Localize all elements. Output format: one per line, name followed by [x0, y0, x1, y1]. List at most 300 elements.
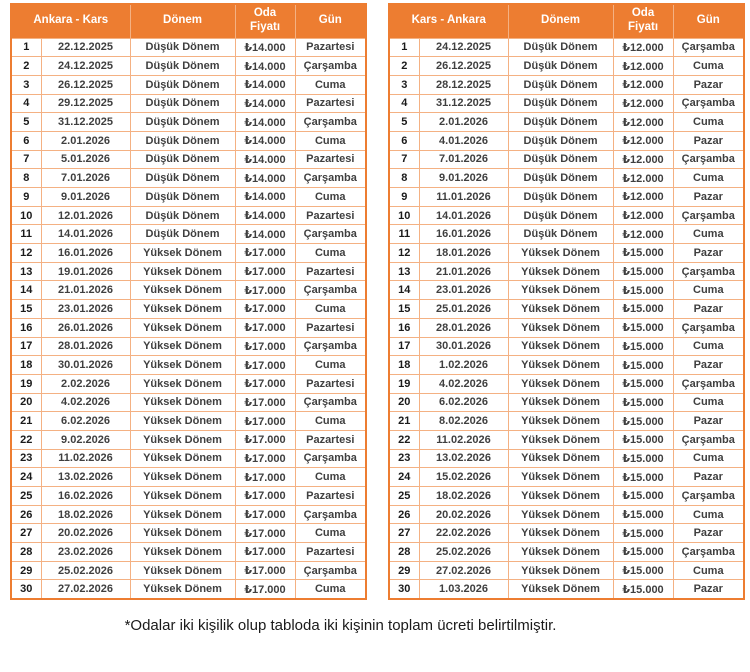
- table-row: [389, 393, 744, 412]
- cell-price: ₺12.000: [613, 75, 673, 94]
- price-column-header: Oda Fiyatı: [613, 4, 673, 38]
- cell-date: 4.01.2026: [419, 131, 508, 150]
- table-row: [11, 225, 366, 244]
- cell-price: ₺15.000: [613, 505, 673, 524]
- cell-date: 11.02.2026: [41, 449, 130, 468]
- cell-price: ₺12.000: [613, 94, 673, 113]
- table-row: [11, 262, 366, 281]
- cell-day: Çarşamba: [673, 430, 744, 449]
- table-row: [389, 561, 744, 580]
- cell-period: Yüksek Dönem: [508, 468, 613, 487]
- table-row: [11, 281, 366, 300]
- footnote: *Odalar iki kişilik olup tabloda iki kişinin toplam ücreti belirtilmiştir.: [124, 616, 557, 634]
- ankara-kars-table-body: [11, 38, 366, 599]
- cell-date: 28.01.2026: [41, 337, 130, 356]
- cell-date: 31.12.2025: [41, 113, 130, 132]
- cell-date: 18.02.2026: [419, 487, 508, 506]
- cell-num: 23: [389, 449, 419, 468]
- table-row: [11, 580, 366, 599]
- table-row: [11, 337, 366, 356]
- table-row: [389, 75, 744, 94]
- cell-num: 20: [389, 393, 419, 412]
- cell-num: 13: [11, 262, 41, 281]
- cell-price: ₺12.000: [613, 206, 673, 225]
- table-row: [11, 505, 366, 524]
- table-row: [11, 57, 366, 76]
- table-row: [389, 281, 744, 300]
- cell-day: Pazar: [673, 131, 744, 150]
- cell-day: Çarşamba: [295, 337, 366, 356]
- table-row: [11, 449, 366, 468]
- cell-day: Pazartesi: [295, 94, 366, 113]
- cell-period: Yüksek Dönem: [130, 318, 235, 337]
- cell-num: 2: [389, 57, 419, 76]
- cell-date: 27.02.2026: [41, 580, 130, 599]
- cell-day: Çarşamba: [673, 38, 744, 57]
- cell-num: 15: [11, 300, 41, 319]
- cell-period: Düşük Dönem: [130, 169, 235, 188]
- cell-price: ₺12.000: [613, 188, 673, 207]
- cell-date: 25.02.2026: [41, 561, 130, 580]
- cell-price: ₺14.000: [235, 188, 295, 207]
- cell-num: 4: [389, 94, 419, 113]
- cell-day: Pazartesi: [295, 38, 366, 57]
- table-row: [11, 169, 366, 188]
- cell-period: Düşük Dönem: [130, 188, 235, 207]
- cell-period: Yüksek Dönem: [130, 580, 235, 599]
- table-row: [389, 206, 744, 225]
- cell-price: ₺15.000: [613, 561, 673, 580]
- cell-date: 12.01.2026: [41, 206, 130, 225]
- cell-day: Pazar: [673, 244, 744, 263]
- cell-day: Cuma: [673, 169, 744, 188]
- table-row: [11, 318, 366, 337]
- cell-day: Çarşamba: [673, 206, 744, 225]
- cell-price: ₺14.000: [235, 75, 295, 94]
- cell-num: 19: [389, 374, 419, 393]
- cell-date: 16.01.2026: [41, 244, 130, 263]
- cell-period: Düşük Dönem: [130, 225, 235, 244]
- cell-num: 14: [11, 281, 41, 300]
- cell-price: ₺14.000: [235, 113, 295, 132]
- cell-date: 7.01.2026: [41, 169, 130, 188]
- cell-day: Cuma: [295, 244, 366, 263]
- cell-day: Pazartesi: [295, 262, 366, 281]
- cell-day: Pazartesi: [295, 150, 366, 169]
- cell-date: 28.12.2025: [419, 75, 508, 94]
- cell-date: 25.02.2026: [419, 543, 508, 562]
- cell-num: 8: [389, 169, 419, 188]
- table-row: [389, 262, 744, 281]
- table-row: [11, 412, 366, 431]
- cell-period: Düşük Dönem: [508, 131, 613, 150]
- cell-price: ₺17.000: [235, 543, 295, 562]
- cell-period: Yüksek Dönem: [130, 561, 235, 580]
- cell-price: ₺15.000: [613, 543, 673, 562]
- tables-row: [10, 3, 741, 600]
- table-row: [11, 374, 366, 393]
- cell-period: Düşük Dönem: [508, 169, 613, 188]
- cell-num: 13: [389, 262, 419, 281]
- cell-num: 21: [11, 412, 41, 431]
- cell-num: 5: [11, 113, 41, 132]
- table-row: [11, 524, 366, 543]
- table-row: [11, 75, 366, 94]
- table-row: [11, 543, 366, 562]
- cell-day: Çarşamba: [295, 57, 366, 76]
- cell-num: 24: [11, 468, 41, 487]
- cell-period: Düşük Dönem: [508, 188, 613, 207]
- cell-period: Düşük Dönem: [508, 206, 613, 225]
- cell-date: 22.02.2026: [419, 524, 508, 543]
- table-row: [11, 244, 366, 263]
- cell-num: 28: [11, 543, 41, 562]
- table-row: [389, 131, 744, 150]
- cell-day: Çarşamba: [673, 487, 744, 506]
- cell-day: Cuma: [673, 505, 744, 524]
- table-row: [389, 57, 744, 76]
- table-row: [389, 244, 744, 263]
- cell-period: Yüksek Dönem: [130, 487, 235, 506]
- cell-num: 1: [389, 38, 419, 57]
- cell-num: 29: [389, 561, 419, 580]
- table-row: [389, 94, 744, 113]
- cell-date: 25.01.2026: [419, 300, 508, 319]
- cell-price: ₺15.000: [613, 356, 673, 375]
- cell-day: Çarşamba: [673, 543, 744, 562]
- day-column-header: Gün: [673, 4, 744, 38]
- table-row: [11, 393, 366, 412]
- cell-day: Cuma: [295, 412, 366, 431]
- cell-day: Pazartesi: [295, 374, 366, 393]
- cell-num: 7: [11, 150, 41, 169]
- cell-day: Cuma: [673, 225, 744, 244]
- table-row: [389, 449, 744, 468]
- cell-date: 9.02.2026: [41, 430, 130, 449]
- table-row: [389, 300, 744, 319]
- cell-price: ₺17.000: [235, 430, 295, 449]
- cell-period: Yüksek Dönem: [508, 524, 613, 543]
- cell-price: ₺15.000: [613, 412, 673, 431]
- cell-num: 29: [11, 561, 41, 580]
- cell-day: Çarşamba: [295, 505, 366, 524]
- cell-price: ₺15.000: [613, 300, 673, 319]
- cell-period: Yüksek Dönem: [508, 262, 613, 281]
- cell-date: 11.02.2026: [419, 430, 508, 449]
- cell-day: Pazartesi: [295, 318, 366, 337]
- cell-date: 9.01.2026: [419, 169, 508, 188]
- table-row: [11, 487, 366, 506]
- cell-period: Düşük Dönem: [130, 206, 235, 225]
- cell-date: 2.01.2026: [419, 113, 508, 132]
- cell-day: Cuma: [295, 524, 366, 543]
- cell-period: Düşük Dönem: [130, 94, 235, 113]
- cell-price: ₺17.000: [235, 244, 295, 263]
- cell-period: Yüksek Dönem: [130, 244, 235, 263]
- cell-day: Pazar: [673, 580, 744, 599]
- cell-date: 2.01.2026: [41, 131, 130, 150]
- cell-date: 21.01.2026: [41, 281, 130, 300]
- cell-day: Çarşamba: [295, 393, 366, 412]
- table-row: [389, 430, 744, 449]
- cell-price: ₺12.000: [613, 150, 673, 169]
- table-row: [11, 131, 366, 150]
- table-row: [389, 169, 744, 188]
- cell-day: Cuma: [295, 580, 366, 599]
- cell-day: Pazar: [673, 300, 744, 319]
- cell-num: 7: [389, 150, 419, 169]
- cell-day: Pazar: [673, 188, 744, 207]
- cell-price: ₺14.000: [235, 225, 295, 244]
- table-row: [389, 225, 744, 244]
- cell-day: Pazar: [673, 468, 744, 487]
- cell-num: 28: [389, 543, 419, 562]
- cell-num: 21: [389, 412, 419, 431]
- table-row: [11, 561, 366, 580]
- cell-period: Yüksek Dönem: [130, 356, 235, 375]
- kars-ankara-table-body: [389, 38, 744, 599]
- cell-period: Yüksek Dönem: [508, 374, 613, 393]
- cell-num: 24: [389, 468, 419, 487]
- cell-num: 2: [11, 57, 41, 76]
- cell-num: 9: [11, 188, 41, 207]
- cell-date: 23.01.2026: [41, 300, 130, 319]
- table-row: [11, 300, 366, 319]
- kars-ankara-table-header: [389, 4, 744, 38]
- route-header: Ankara - Kars: [11, 4, 130, 38]
- table-row: [11, 356, 366, 375]
- cell-date: 1.03.2026: [419, 580, 508, 599]
- cell-period: Yüksek Dönem: [508, 543, 613, 562]
- cell-period: Düşük Dönem: [508, 150, 613, 169]
- cell-day: Pazar: [673, 75, 744, 94]
- cell-date: 26.12.2025: [419, 57, 508, 76]
- period-column-header: Dönem: [508, 4, 613, 38]
- cell-price: ₺12.000: [613, 131, 673, 150]
- cell-date: 26.12.2025: [41, 75, 130, 94]
- cell-num: 12: [389, 244, 419, 263]
- cell-date: 24.12.2025: [41, 57, 130, 76]
- table-row: [11, 150, 366, 169]
- cell-price: ₺17.000: [235, 505, 295, 524]
- cell-date: 23.01.2026: [419, 281, 508, 300]
- cell-price: ₺15.000: [613, 487, 673, 506]
- cell-num: 17: [11, 337, 41, 356]
- cell-num: 11: [11, 225, 41, 244]
- cell-num: 19: [11, 374, 41, 393]
- cell-num: 27: [11, 524, 41, 543]
- cell-day: Çarşamba: [673, 318, 744, 337]
- cell-date: 30.01.2026: [419, 337, 508, 356]
- cell-period: Yüksek Dönem: [508, 487, 613, 506]
- table-row: [389, 468, 744, 487]
- cell-num: 8: [11, 169, 41, 188]
- cell-period: Düşük Dönem: [508, 225, 613, 244]
- table-row: [389, 337, 744, 356]
- cell-price: ₺15.000: [613, 393, 673, 412]
- cell-period: Yüksek Dönem: [130, 505, 235, 524]
- cell-date: 14.01.2026: [419, 206, 508, 225]
- cell-period: Düşük Dönem: [130, 113, 235, 132]
- cell-price: ₺15.000: [613, 468, 673, 487]
- cell-day: Cuma: [673, 113, 744, 132]
- table-row: [389, 487, 744, 506]
- cell-date: 8.02.2026: [419, 412, 508, 431]
- cell-date: 4.02.2026: [41, 393, 130, 412]
- period-column-header: Dönem: [130, 4, 235, 38]
- cell-day: Cuma: [673, 561, 744, 580]
- cell-price: ₺14.000: [235, 150, 295, 169]
- cell-num: 30: [11, 580, 41, 599]
- cell-date: 23.02.2026: [41, 543, 130, 562]
- cell-period: Yüksek Dönem: [130, 543, 235, 562]
- cell-num: 16: [389, 318, 419, 337]
- cell-day: Pazartesi: [295, 430, 366, 449]
- cell-price: ₺14.000: [235, 38, 295, 57]
- cell-day: Pazartesi: [295, 206, 366, 225]
- cell-day: Cuma: [673, 393, 744, 412]
- cell-day: Pazartesi: [295, 487, 366, 506]
- cell-price: ₺14.000: [235, 94, 295, 113]
- table-row: [389, 505, 744, 524]
- cell-num: 6: [389, 131, 419, 150]
- cell-date: 13.02.2026: [419, 449, 508, 468]
- cell-period: Yüksek Dönem: [130, 300, 235, 319]
- cell-period: Düşük Dönem: [508, 75, 613, 94]
- cell-price: ₺15.000: [613, 262, 673, 281]
- cell-date: 21.01.2026: [419, 262, 508, 281]
- cell-num: 22: [11, 430, 41, 449]
- table-row: [389, 374, 744, 393]
- cell-day: Cuma: [673, 281, 744, 300]
- cell-day: Cuma: [295, 75, 366, 94]
- cell-price: ₺12.000: [613, 169, 673, 188]
- cell-price: ₺15.000: [613, 580, 673, 599]
- cell-num: 25: [11, 487, 41, 506]
- cell-date: 16.02.2026: [41, 487, 130, 506]
- cell-date: 29.12.2025: [41, 94, 130, 113]
- cell-price: ₺15.000: [613, 244, 673, 263]
- route-header: Kars - Ankara: [389, 4, 508, 38]
- table-row: [389, 150, 744, 169]
- table-row: [11, 113, 366, 132]
- cell-date: 6.02.2026: [41, 412, 130, 431]
- table-row: [389, 38, 744, 57]
- cell-price: ₺17.000: [235, 374, 295, 393]
- cell-period: Yüksek Dönem: [508, 449, 613, 468]
- cell-period: Yüksek Dönem: [508, 356, 613, 375]
- cell-num: 26: [389, 505, 419, 524]
- cell-num: 3: [389, 75, 419, 94]
- cell-period: Düşük Dönem: [130, 75, 235, 94]
- cell-period: Yüksek Dönem: [508, 318, 613, 337]
- cell-date: 6.02.2026: [419, 393, 508, 412]
- cell-day: Çarşamba: [295, 225, 366, 244]
- cell-period: Yüksek Dönem: [130, 468, 235, 487]
- cell-day: Çarşamba: [295, 561, 366, 580]
- cell-date: 20.02.2026: [41, 524, 130, 543]
- cell-price: ₺17.000: [235, 580, 295, 599]
- ankara-kars-table-header: [11, 4, 366, 38]
- cell-price: ₺14.000: [235, 206, 295, 225]
- cell-num: 10: [389, 206, 419, 225]
- cell-num: 20: [11, 393, 41, 412]
- cell-period: Yüksek Dönem: [508, 561, 613, 580]
- cell-day: Cuma: [673, 57, 744, 76]
- cell-period: Düşük Dönem: [130, 57, 235, 76]
- cell-day: Çarşamba: [295, 449, 366, 468]
- cell-num: 26: [11, 505, 41, 524]
- cell-period: Düşük Dönem: [130, 150, 235, 169]
- cell-price: ₺12.000: [613, 225, 673, 244]
- cell-date: 31.12.2025: [419, 94, 508, 113]
- cell-price: ₺17.000: [235, 524, 295, 543]
- cell-price: ₺17.000: [235, 318, 295, 337]
- cell-period: Yüksek Dönem: [130, 281, 235, 300]
- cell-num: 22: [389, 430, 419, 449]
- cell-day: Pazar: [673, 412, 744, 431]
- cell-num: 18: [11, 356, 41, 375]
- ankara-kars-table: [10, 3, 367, 600]
- cell-num: 14: [389, 281, 419, 300]
- cell-period: Düşük Dönem: [130, 38, 235, 57]
- cell-price: ₺12.000: [613, 57, 673, 76]
- table-row: [389, 318, 744, 337]
- table-row: [389, 580, 744, 599]
- cell-price: ₺17.000: [235, 449, 295, 468]
- cell-period: Yüksek Dönem: [130, 412, 235, 431]
- cell-num: 17: [389, 337, 419, 356]
- cell-day: Pazar: [673, 356, 744, 375]
- cell-date: 26.01.2026: [41, 318, 130, 337]
- cell-day: Çarşamba: [673, 94, 744, 113]
- table-row: [11, 188, 366, 207]
- cell-price: ₺17.000: [235, 300, 295, 319]
- cell-period: Yüksek Dönem: [130, 430, 235, 449]
- cell-price: ₺17.000: [235, 262, 295, 281]
- cell-day: Çarşamba: [673, 374, 744, 393]
- cell-price: ₺15.000: [613, 374, 673, 393]
- cell-period: Düşük Dönem: [508, 38, 613, 57]
- cell-date: 20.02.2026: [419, 505, 508, 524]
- cell-num: 6: [11, 131, 41, 150]
- cell-num: 30: [389, 580, 419, 599]
- cell-num: 23: [11, 449, 41, 468]
- cell-date: 11.01.2026: [419, 188, 508, 207]
- cell-price: ₺17.000: [235, 412, 295, 431]
- table-row: [389, 188, 744, 207]
- cell-day: Cuma: [295, 300, 366, 319]
- cell-date: 22.12.2025: [41, 38, 130, 57]
- cell-price: ₺15.000: [613, 524, 673, 543]
- cell-price: ₺17.000: [235, 487, 295, 506]
- cell-period: Yüksek Dönem: [508, 580, 613, 599]
- cell-day: Pazartesi: [295, 543, 366, 562]
- cell-num: 16: [11, 318, 41, 337]
- cell-num: 3: [11, 75, 41, 94]
- cell-day: Çarşamba: [295, 113, 366, 132]
- cell-price: ₺15.000: [613, 430, 673, 449]
- cell-price: ₺17.000: [235, 281, 295, 300]
- cell-day: Cuma: [673, 449, 744, 468]
- cell-date: 9.01.2026: [41, 188, 130, 207]
- cell-period: Yüksek Dönem: [508, 393, 613, 412]
- cell-day: Çarşamba: [295, 169, 366, 188]
- cell-date: 5.01.2026: [41, 150, 130, 169]
- cell-num: 11: [389, 225, 419, 244]
- cell-day: Cuma: [673, 337, 744, 356]
- cell-num: 27: [389, 524, 419, 543]
